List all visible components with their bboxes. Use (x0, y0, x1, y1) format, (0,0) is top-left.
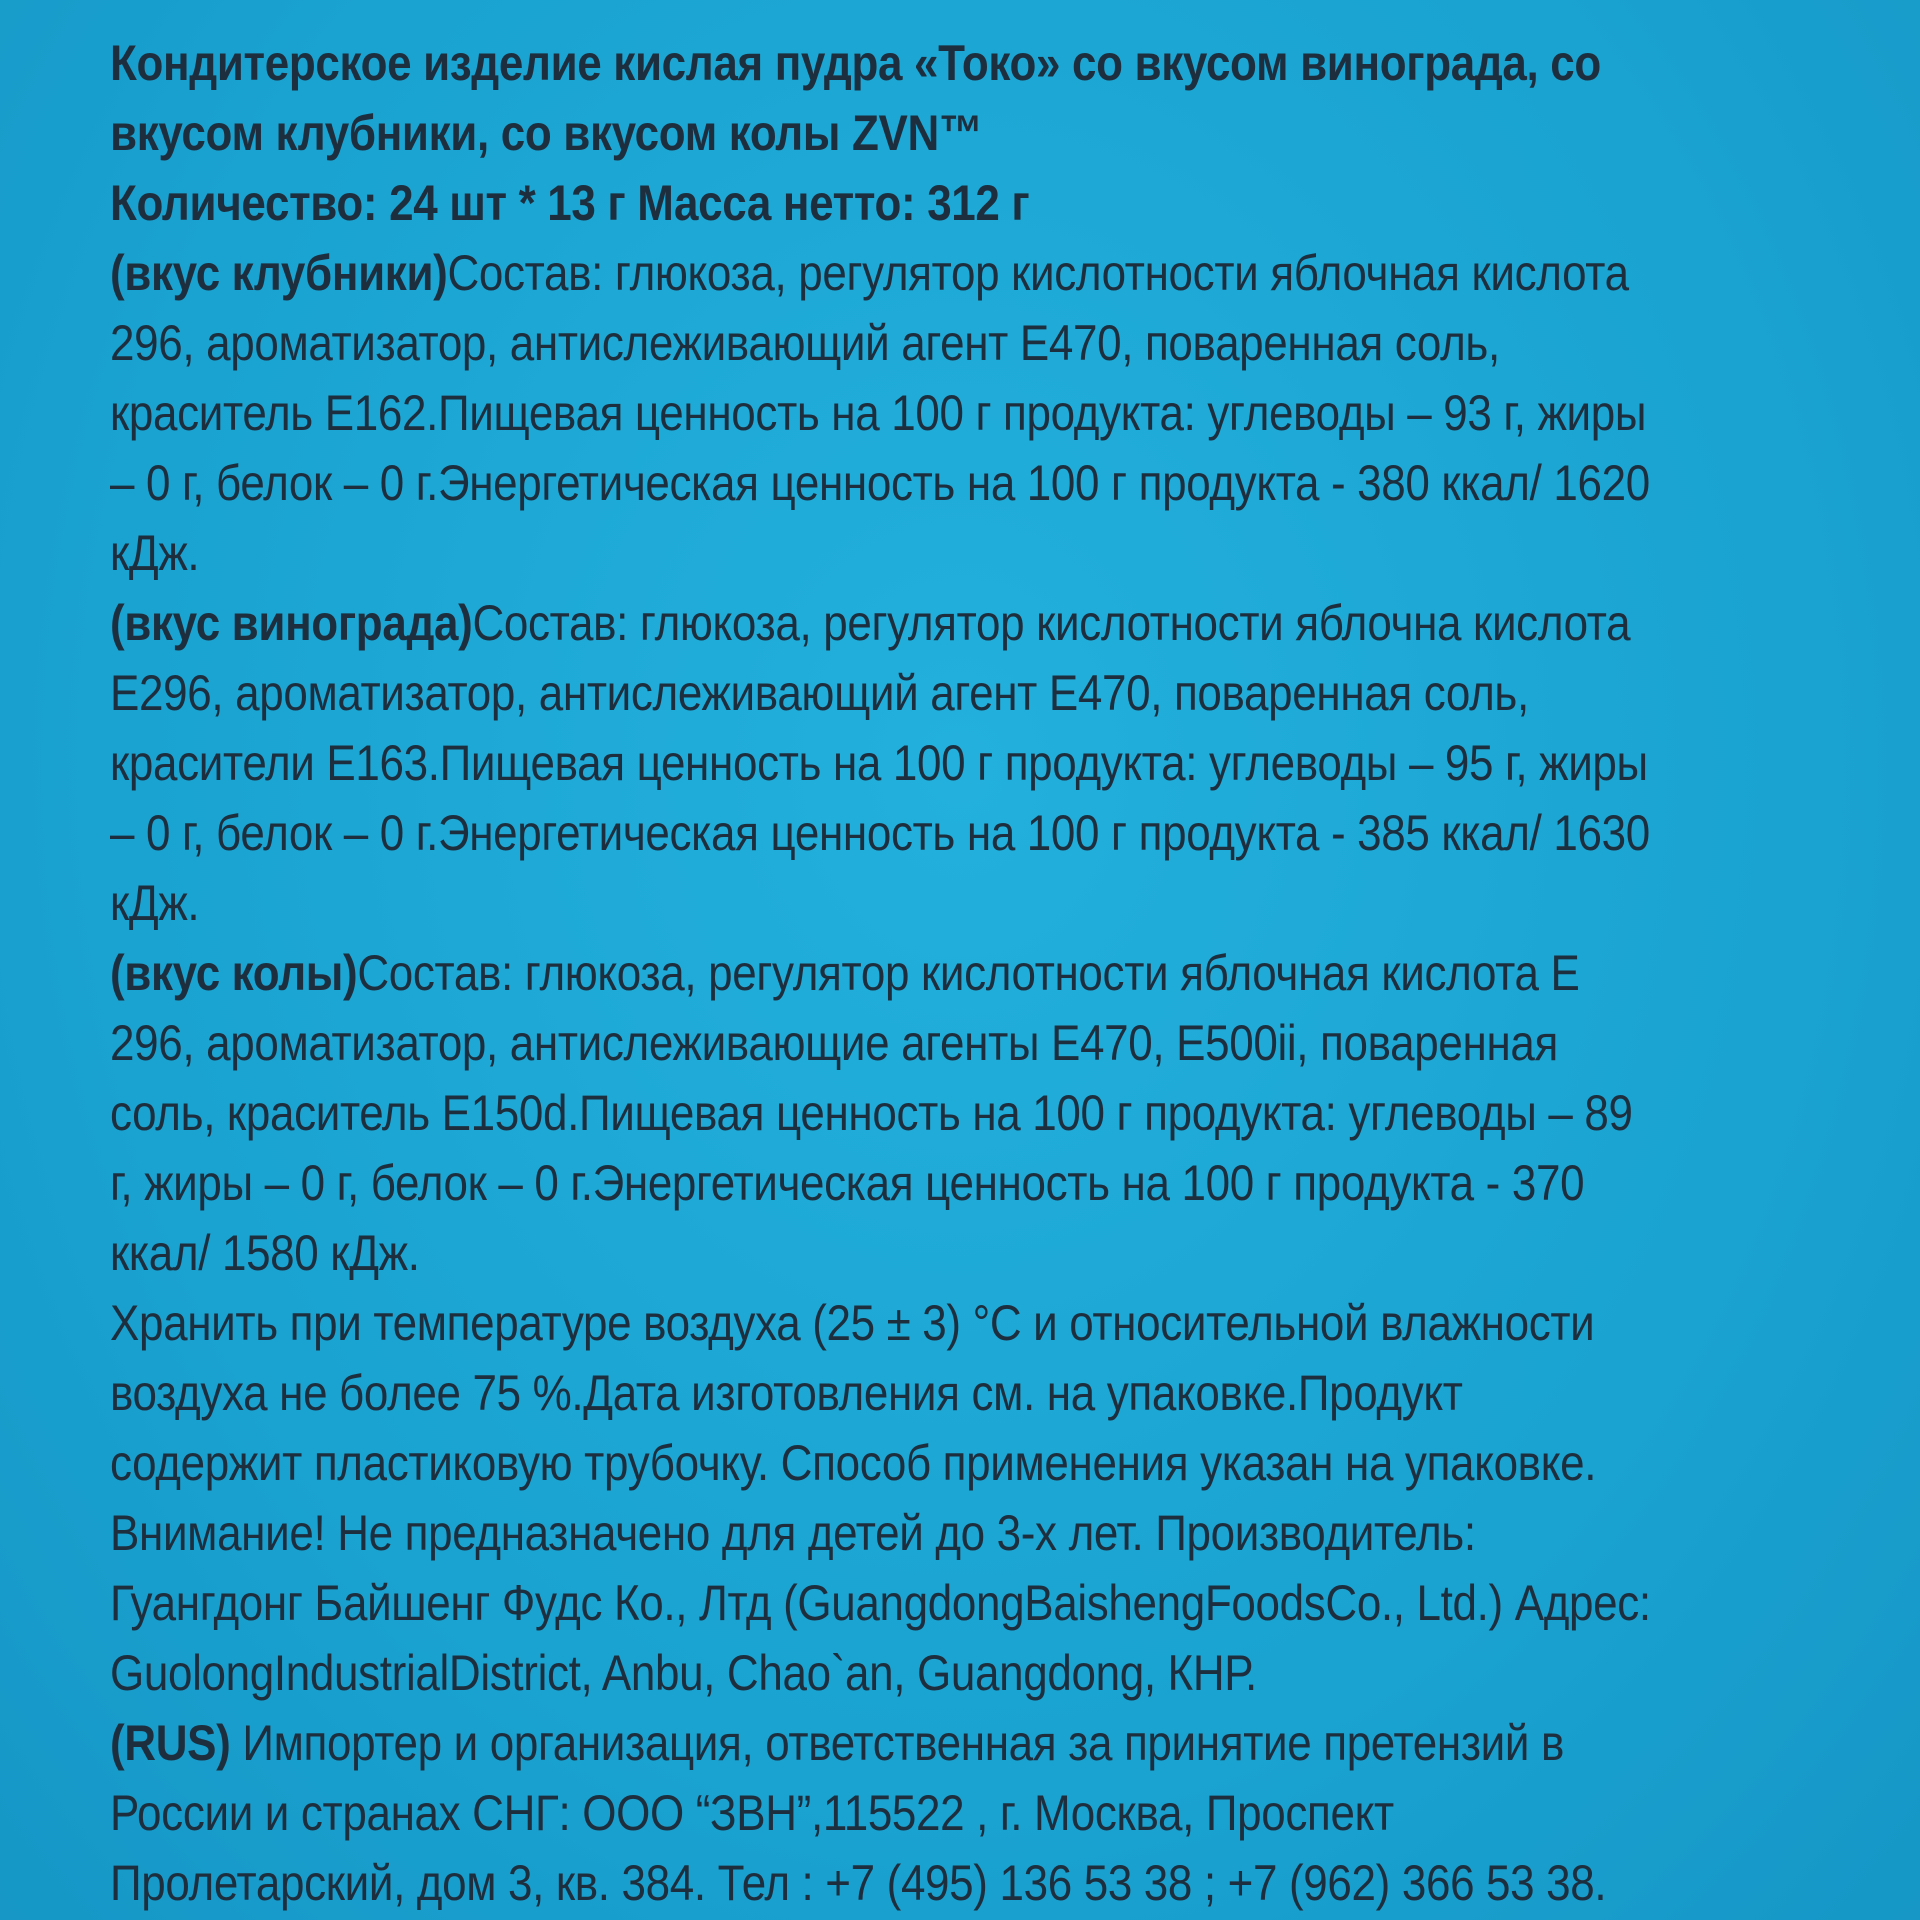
strawberry-composition-line-3: краситель Е162.Пищевая ценность на 100 г продукта: углеводы – 93 г, жиры (110, 385, 1647, 441)
storage-line-2: воздуха не более 75 %.Дата изготовления см. на упаковке.Продукт (110, 1365, 1463, 1421)
cola-composition-line-2: 296, ароматизатор, антислеживающие агенты Е470, Е500ii, поваренная (110, 1015, 1559, 1071)
importer-line-1: (RUS) Импортер и организация, ответственная за принятие претензий в (110, 1715, 1565, 1771)
warning-manufacturer-line: Внимание! Не предназначено для детей до 3-х лет. Производитель: (110, 1505, 1476, 1561)
importer-contacts-line: Пролетарский, дом 3, кв. 384. Тел : +7 (495) 136 53 38 ; +7 (962) 366 53 38. (110, 1855, 1607, 1911)
strawberry-composition-line-5: кДж. (110, 525, 200, 581)
product-title-line-1: Кондитерское изделие кислая пудра «Токо» со вкусом винограда, со (110, 35, 1601, 91)
grape-composition-line-1: (вкус винограда)Состав: глюкоза, регулятор кислотности яблочна кислота (110, 595, 1631, 651)
grape-composition-line-5: кДж. (110, 875, 200, 931)
importer-country-tag: (RUS) (110, 1715, 231, 1771)
product-label-text (110, 28, 1685, 1918)
cola-composition-line-5: ккал/ 1580 кДж. (110, 1225, 420, 1281)
manufacturer-address-line: GuolongIndustrialDistrict, Anbu, Chao`an, Guangdong, КНР. (110, 1645, 1257, 1701)
grape-composition-line-2: Е296, ароматизатор, антислеживающий агент Е470, поваренная соль, (110, 665, 1529, 721)
storage-line-1: Хранить при температуре воздуха (25 ± 3) °С и относительной влажности (110, 1295, 1595, 1351)
grape-composition-line-4: – 0 г, белок – 0 г.Энергетическая ценность на 100 г продукта - 385 ккал/ 1630 (110, 805, 1650, 861)
strawberry-composition-line-4: – 0 г, белок – 0 г.Энергетическая ценность на 100 г продукта - 380 ккал/ 1620 (110, 455, 1650, 511)
grape-composition-line-3: красители Е163.Пищевая ценность на 100 г продукта: углеводы – 95 г, жиры (110, 735, 1648, 791)
strawberry-composition-line-2: 296, ароматизатор, антислеживающий агент Е470, поваренная соль, (110, 315, 1500, 371)
storage-line-3: содержит пластиковую трубочку. Способ применения указан на упаковке. (110, 1435, 1597, 1491)
cola-composition-line-3: соль, краситель Е150d.Пищевая ценность на 100 г продукта: углеводы – 89 (110, 1085, 1633, 1141)
strawberry-composition-line-1: (вкус клубники)Состав: глюкоза, регулятор кислотности яблочная кислота (110, 245, 1629, 301)
quantity-weight-line: Количество: 24 шт * 13 г Масса нетто: 312 г (110, 175, 1030, 231)
cola-composition-line-4: г, жиры – 0 г, белок – 0 г.Энергетическая ценность на 100 г продукта - 370 (110, 1155, 1585, 1211)
importer-line-2: России и странах СНГ: ООО “ЗВН”,115522 , г. Москва, Проспект (110, 1785, 1394, 1841)
grape-flavor-tag: (вкус винограда) (110, 595, 473, 651)
product-title-line-2: вкусом клубники, со вкусом колы ZVN™ (110, 105, 983, 161)
cola-flavor-tag: (вкус колы) (110, 945, 358, 1001)
cola-composition-line-1: (вкус колы)Состав: глюкоза, регулятор кислотности яблочная кислота Е (110, 945, 1580, 1001)
strawberry-flavor-tag: (вкус клубники) (110, 245, 448, 301)
manufacturer-name-line: Гуангдонг Байшенг Фудс Ко., Лтд (GuangdongBaishengFoodsCo., Ltd.) Адрес: (110, 1575, 1651, 1631)
